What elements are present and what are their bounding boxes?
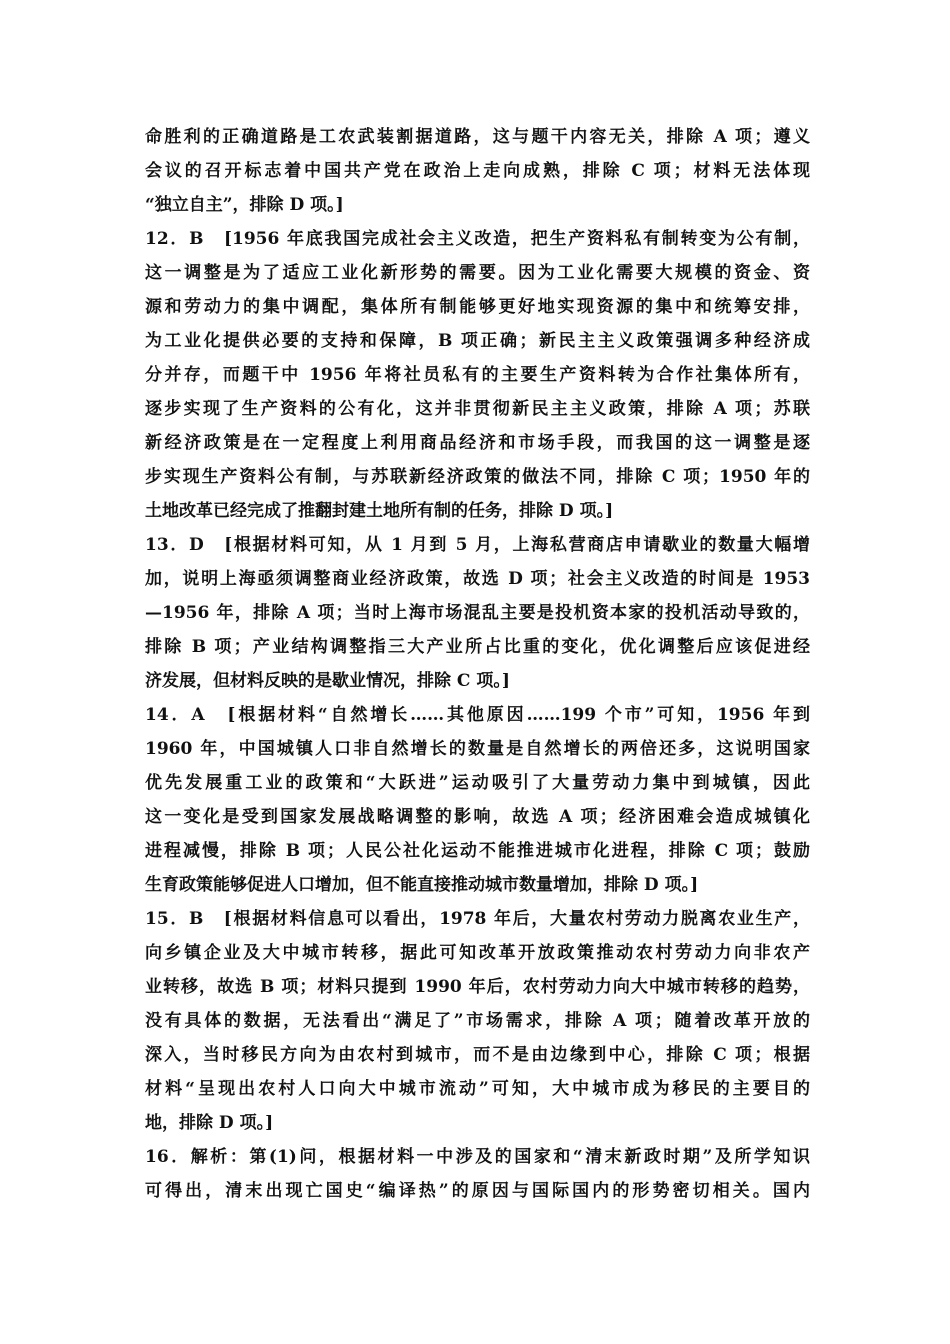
text-line: —1956 年，排除 A 项；当时上海市场混乱主要是投机资本家的投机活动导致的， <box>145 603 810 623</box>
text-line: 生育政策能够促进人口增加，但不能直接推动城市数量增加，排除 D 项。] <box>145 875 699 895</box>
text-line: 14．A [根据材料“自然增长……其他原因……199 个市”可知，1956 年到 <box>145 705 810 725</box>
text-line: 排除 B 项；产业结构调整指三大产业所占比重的变化，优化调整后应该促进经 <box>145 637 810 657</box>
text-line: 命胜利的正确道路是工农武装割据道路，这与题干内容无关，排除 A 项；遵义 <box>145 127 810 147</box>
text-line: 13．D [根据材料可知，从 1 月到 5 月，上海私营商店申请歇业的数量大幅增 <box>145 535 810 555</box>
text-line: 逐步实现了生产资料的公有化，这并非贯彻新民主主义政策，排除 A 项；苏联 <box>145 399 810 419</box>
text-line: 业转移，故选 B 项；材料只提到 1990 年后，农村劳动力向大中城市转移的趋势， <box>145 977 810 997</box>
text-line: 地，排除 D 项。] <box>145 1113 274 1133</box>
text-line: 步实现生产资料公有制，与苏联新经济政策的做法不同，排除 C 项；1950 年的 <box>145 467 810 487</box>
text-line: 进程减慢，排除 B 项；人民公社化运动不能推进城市化进程，排除 C 项；鼓励 <box>145 841 810 861</box>
text-line: 为工业化提供必要的支持和保障，B 项正确；新民主主义政策强调多种经济成 <box>145 331 810 351</box>
text-line: 分并存，而题干中 1956 年将社员私有的主要生产资料转为合作社集体所有， <box>145 365 810 385</box>
text-line: 优先发展重工业的政策和“大跃进”运动吸引了大量劳动力集中到城镇，因此 <box>145 773 810 793</box>
answer-explanation-page <box>145 120 810 1208</box>
text-line: 材料“呈现出农村人口向大中城市流动”可知，大中城市成为移民的主要目的 <box>145 1079 810 1099</box>
text-line: 16．解析：第(1)问，根据材料一中涉及的国家和“清末新政时期”及所学知识 <box>145 1147 810 1167</box>
text-line: 15．B [根据材料信息可以看出，1978 年后，大量农村劳动力脱离农业生产， <box>145 909 810 929</box>
text-line: “独立自主”，排除 D 项。] <box>145 195 344 215</box>
text-line: 12．B [1956 年底我国完成社会主义改造，把生产资料私有制转变为公有制， <box>145 229 810 249</box>
text-line: 这一调整是为了适应工业化新形势的需要。因为工业化需要大规模的资金、资 <box>145 263 810 283</box>
text-line: 会议的召开标志着中国共产党在政治上走向成熟，排除 C 项；材料无法体现 <box>145 161 810 181</box>
text-line: 这一变化是受到国家发展战略调整的影响，故选 A 项；经济困难会造成城镇化 <box>145 807 810 827</box>
text-line: 深入，当时移民方向为由农村到城市，而不是由边缘到中心，排除 C 项；根据 <box>145 1045 810 1065</box>
text-line: 1960 年，中国城镇人口非自然增长的数量是自然增长的两倍还多，这说明国家 <box>145 739 810 759</box>
text-line: 土地改革已经完成了推翻封建土地所有制的任务，排除 D 项。] <box>145 501 614 521</box>
text-line: 可得出，清末出现亡国史“编译热”的原因与国际国内的形势密切相关。国内 <box>145 1181 810 1201</box>
text-line: 没有具体的数据，无法看出“满足了”市场需求，排除 A 项；随着改革开放的 <box>145 1011 810 1031</box>
text-line: 源和劳动力的集中调配，集体所有制能够更好地实现资源的集中和统筹安排， <box>145 297 810 317</box>
text-line: 济发展，但材料反映的是歇业情况，排除 C 项。] <box>145 671 510 691</box>
text-line: 新经济政策是在一定程度上利用商品经济和市场手段，而我国的这一调整是逐 <box>145 433 810 453</box>
text-line: 加，说明上海亟须调整商业经济政策，故选 D 项；社会主义改造的时间是 1953 <box>145 569 810 589</box>
text-line: 向乡镇企业及大中城市转移，据此可知改革开放政策推动农村劳动力向非农产 <box>145 943 810 963</box>
